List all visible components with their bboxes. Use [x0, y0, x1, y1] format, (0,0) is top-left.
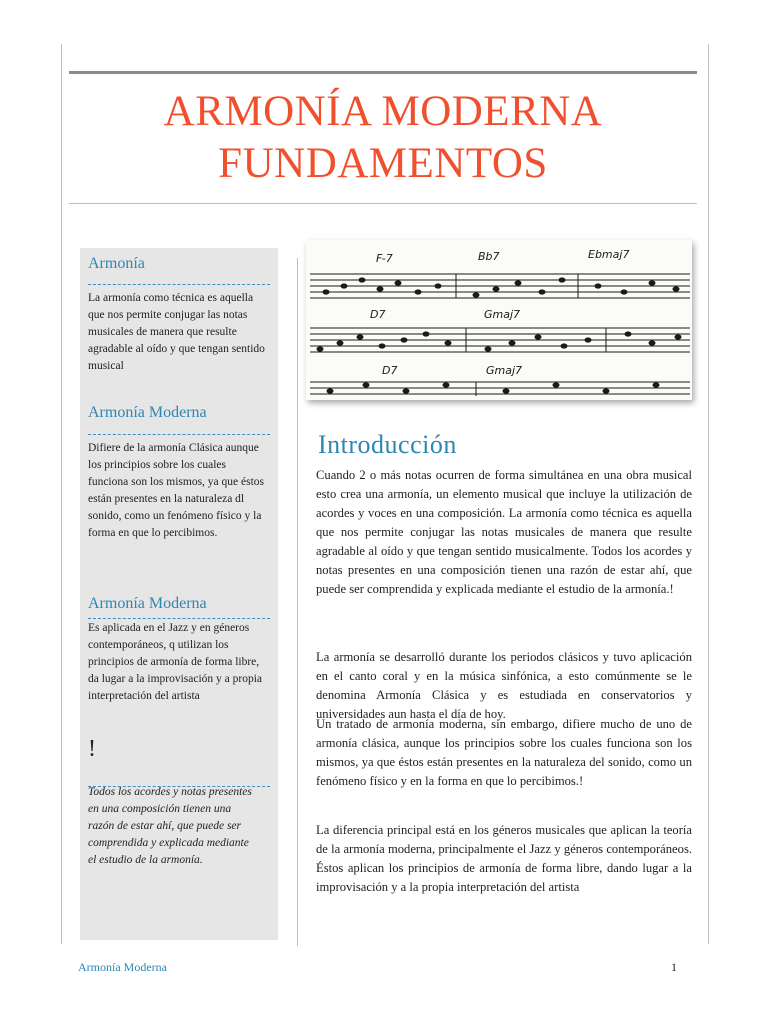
- body-paragraph-1: Cuando 2 o más notas ocurren de forma simultánea en una obra musical esto crea una armonía, un elemento musical que incluye la utilización de acordes y voces en una composición. La armonía como técnica es aquella que nos permite conjugar las notas musicales de manera que resulte agradable al oído y que tengan sentido musicalmente. Todos los acordes y notas presentes en una composición tienen una razón de estar ahí, que puede ser comprendida y explicada mediante el estudio de la armonía.!: [316, 468, 692, 596]
- page-title-line2: FUNDAMENTOS: [218, 140, 548, 187]
- chord-label: F-7: [376, 252, 393, 265]
- column-divider: [297, 258, 298, 946]
- sidebar-text-armonia: La armonía como técnica es aquella que nos permite conjugar las notas musicales de manera que resulte agradable al oído y que tengan sentido musical: [88, 292, 265, 372]
- body-paragraph-2: La armonía se desarrolló durante los periodos clásicos y tuvo aplicación en el canto coral y en la música sinfónica, a esto comúnmente se le denomina Armonía Clásica y es estudiada en conservatorios y universidades aun hasta el día de hoy.: [316, 650, 692, 721]
- sidebar-dashed-rule: [88, 434, 270, 435]
- chord-label: D7: [382, 364, 398, 377]
- sidebar-quote: Todos los acordes y notas presentes en una composición tienen una razón de estar ahí, que puede ser comprendida y explicada mediante el estudio de la armonía.: [88, 786, 252, 866]
- chord-label: D7: [370, 308, 386, 321]
- chord-label: Gmaj7: [484, 308, 521, 321]
- sidebar-dashed-rule: [88, 618, 270, 619]
- frame-right-border: [708, 44, 709, 944]
- sheet-music-image: [306, 240, 692, 400]
- frame-left-border: [61, 44, 62, 944]
- section-heading-introduccion: Introducción: [318, 430, 457, 459]
- header-divider: [69, 203, 697, 204]
- sidebar-text-armonia-moderna-2: Es aplicada en el Jazz y en géneros contemporáneos, q utilizan los principios de armonía de forma libre, da lugar a la improvisación y a propia interpretación del artista: [88, 622, 263, 702]
- sidebar-heading-armonia: Armonía: [88, 255, 145, 272]
- footer-section-title: Armonía Moderna: [78, 960, 167, 974]
- sheet-music-drawing: [306, 240, 692, 400]
- sidebar-text-armonia-moderna-1: Difiere de la armonía Clásica aunque los principios sobre los cuales funciona son los mismos, ya que éstos están presentes en la naturaleza dl sonido, como un fenómeno físico y la forma en que lo percibimos.: [88, 442, 264, 539]
- chord-label: Bb7: [478, 250, 500, 263]
- chord-label: Gmaj7: [486, 364, 523, 377]
- footer-page-number: 1: [671, 960, 677, 974]
- header-top-bar: [69, 71, 697, 74]
- page-title-line1: ARMONÍA MODERNA: [163, 88, 603, 135]
- sidebar-heading-armonia-moderna-1: Armonía Moderna: [88, 404, 207, 421]
- body-paragraph-4: La diferencia principal está en los géneros musicales que aplican la teoría de la armonía moderna, principalmente el Jazz y géneros contemporáneos. Éstos aplican los principios de armonía de forma libre, dando lugar a la improvisación y a la propia interpretación del artista: [316, 823, 692, 894]
- chord-label: Ebmaj7: [588, 248, 630, 261]
- sidebar-dashed-rule: [88, 284, 270, 285]
- sidebar-heading-armonia-moderna-2: Armonía Moderna: [88, 595, 207, 612]
- body-paragraph-3: Un tratado de armonía moderna, sin embargo, difiere mucho de uno de armonía clásica, aunque los principios sobre los cuales funciona son los mismos, ya que éstos están presentes en la naturaleza del sonido, como un fenómeno físico y en la forma en que lo percibimos.!: [316, 717, 692, 788]
- sidebar-exclamation: !: [88, 736, 96, 762]
